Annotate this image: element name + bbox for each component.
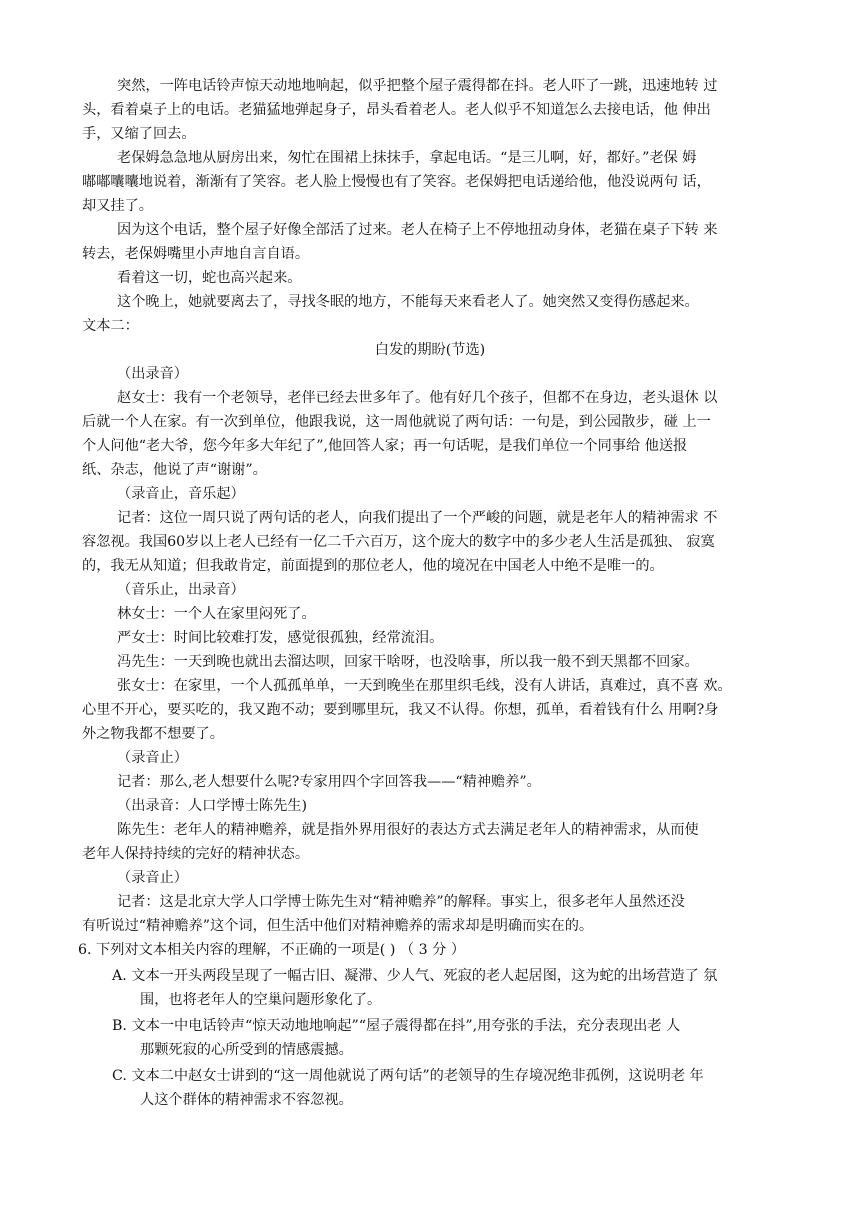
paragraph-line: 转去，老保姆嘴里小声地自言自语。: [82, 246, 310, 262]
paragraph-line: 因为这个电话，整个屋子好像全部活了过来。老人在椅子上不停地扭动身体，老猫在桌子下转 来: [117, 222, 718, 238]
option-c: C. 文本二中赵女士讲到的“这一周他就说了两句话”的老领导的生存境况绝非孤例，这说明老 年: [112, 1068, 704, 1084]
paragraph-line: 老保姆急急地从厨房出来，匆忙在围裙上抹抹手，拿起电话。“是三儿啊，好，都好。”老保 姆: [117, 150, 697, 166]
section-label: 文本二：: [82, 318, 139, 334]
stage-direction: （出录音）: [117, 366, 188, 382]
stage-direction: （出录音：人口学博士陈先生): [117, 798, 307, 814]
paragraph-line: 这个晚上，她就要离去了，寻找冬眠的地方，不能每天来看老人了。她突然又变得伤感起来。: [117, 294, 699, 310]
option-b-continued: 那颗死寂的心所受到的情感震撼。: [140, 1042, 353, 1058]
paragraph-line: 有听说过“精神赡养”这个词，但生活中他们对精神赡养的需求却是明确而实在的。: [82, 918, 594, 934]
paragraph-line: 个人问他“老大爷，您今年多大年纪了”,他回答人家；再一句话呢，是我们单位一个同事给 他送报: [82, 438, 688, 454]
paragraph-line: 容忽视。我国60岁以上老人已经有一亿二千六百万，这个庞大的数字中的多少老人生活是孤独、 寂寞: [82, 534, 715, 550]
paragraph-line: 记者：那么,老人想要什么呢?专家用四个字回答我——“精神赡养”。: [117, 774, 541, 790]
paragraph-line: 记者：这位一周只说了两句话的老人，向我们提出了一个严峻的问题，就是老年人的精神需求 不: [117, 510, 718, 526]
paragraph-line: 头，看着桌子上的电话。老猫猛地弹起身子，昂头看着老人。老人似乎不知道怎么去接电话，他 伸出: [82, 102, 711, 118]
option-b: B. 文本一中电话铃声“惊天动地地响起”“屋子震得都在抖”,用夸张的手法，充分表现出老 人: [112, 1018, 681, 1034]
paragraph-line: 纸、杂志，他说了声“谢谢”。: [82, 462, 267, 478]
stage-direction: （录音止，音乐起）: [117, 486, 245, 502]
paragraph-line: 外之物我都不想要了。: [82, 726, 224, 742]
stage-direction: （录音止）: [117, 870, 188, 886]
stage-direction: （音乐止，出录音）: [117, 582, 245, 598]
option-a: A. 文本一开头两段呈现了一幅古旧、凝滞、少人气、死寂的老人起居图，这为蛇的出场营造了 氛: [112, 968, 718, 984]
paragraph-line: 赵女士：我有一个老领导，老伴已经去世多年了。他有好几个孩子，但都不在身边，老头退休 以: [117, 390, 718, 406]
article-title: 白发的期盼(节选): [374, 342, 486, 358]
stage-direction: （录音止）: [117, 750, 188, 766]
option-a-continued: 围，也将老年人的空巢问题形象化了。: [140, 992, 382, 1008]
option-c-continued: 人这个群体的精神需求不容忽视。: [140, 1092, 353, 1108]
paragraph-line: 看着这一切，蛇也高兴起来。: [117, 270, 302, 286]
paragraph-line: 记者：这是北京大学人口学博士陈先生对“精神赡养”的解释。事实上，很多老年人虽然还没: [117, 894, 685, 910]
paragraph-line: 冯先生：一天到晚也就出去溜达呗，回家干啥呀，也没啥事，所以我一般不到天黑都不回家。: [117, 654, 699, 670]
paragraph-line: 却又挂了。: [82, 198, 153, 214]
paragraph-line: 林女士：一个人在家里闷死了。: [117, 606, 316, 622]
paragraph-line: 陈先生：老年人的精神赡养，就是指外界用很好的表达方式去满足老年人的精神需求，从而使: [117, 822, 699, 838]
paragraph-line: 嘟嘟囔囔地说着，渐渐有了笑容。老人脸上慢慢也有了笑容。老保姆把电话递给他，他没说两句 话，: [82, 174, 711, 190]
paragraph-line: 严女士：时间比较难打发，感觉很孤独，经常流泪。: [117, 630, 444, 646]
paragraph-line: 老年人保持持续的完好的精神状态。: [82, 846, 310, 862]
paragraph-line: 突然，一阵电话铃声惊天动地地响起，似乎把整个屋子震得都在抖。老人吓了一跳，迅速地转 过: [117, 78, 718, 94]
paragraph-line: 心里不开心，要买吃的，我又跑不动；要到哪里玩，我又不认得。你想，孤单，看着钱有什么 用啊?身: [82, 702, 719, 718]
question-stem: 6. 下列对文本相关内容的理解，不正确的一项是( ) （ 3 分 ）: [78, 942, 466, 958]
paragraph-line: 手，又缩了回去。: [82, 126, 196, 142]
paragraph-line: 的，我无从知道；但我敢肯定，前面提到的那位老人，他的境况在中国老人中绝不是唯一的。: [82, 558, 664, 574]
paragraph-line: 后就一个人在家。有一次到单位，他跟我说，这一周他就说了两句话：一句是，到公园散步，碰 上一: [82, 414, 711, 430]
paragraph-line: 张女士：在家里，一个人孤孤单单，一天到晚坐在那里织毛线，没有人讲话，真难过，真不喜 欢。: [117, 678, 732, 694]
